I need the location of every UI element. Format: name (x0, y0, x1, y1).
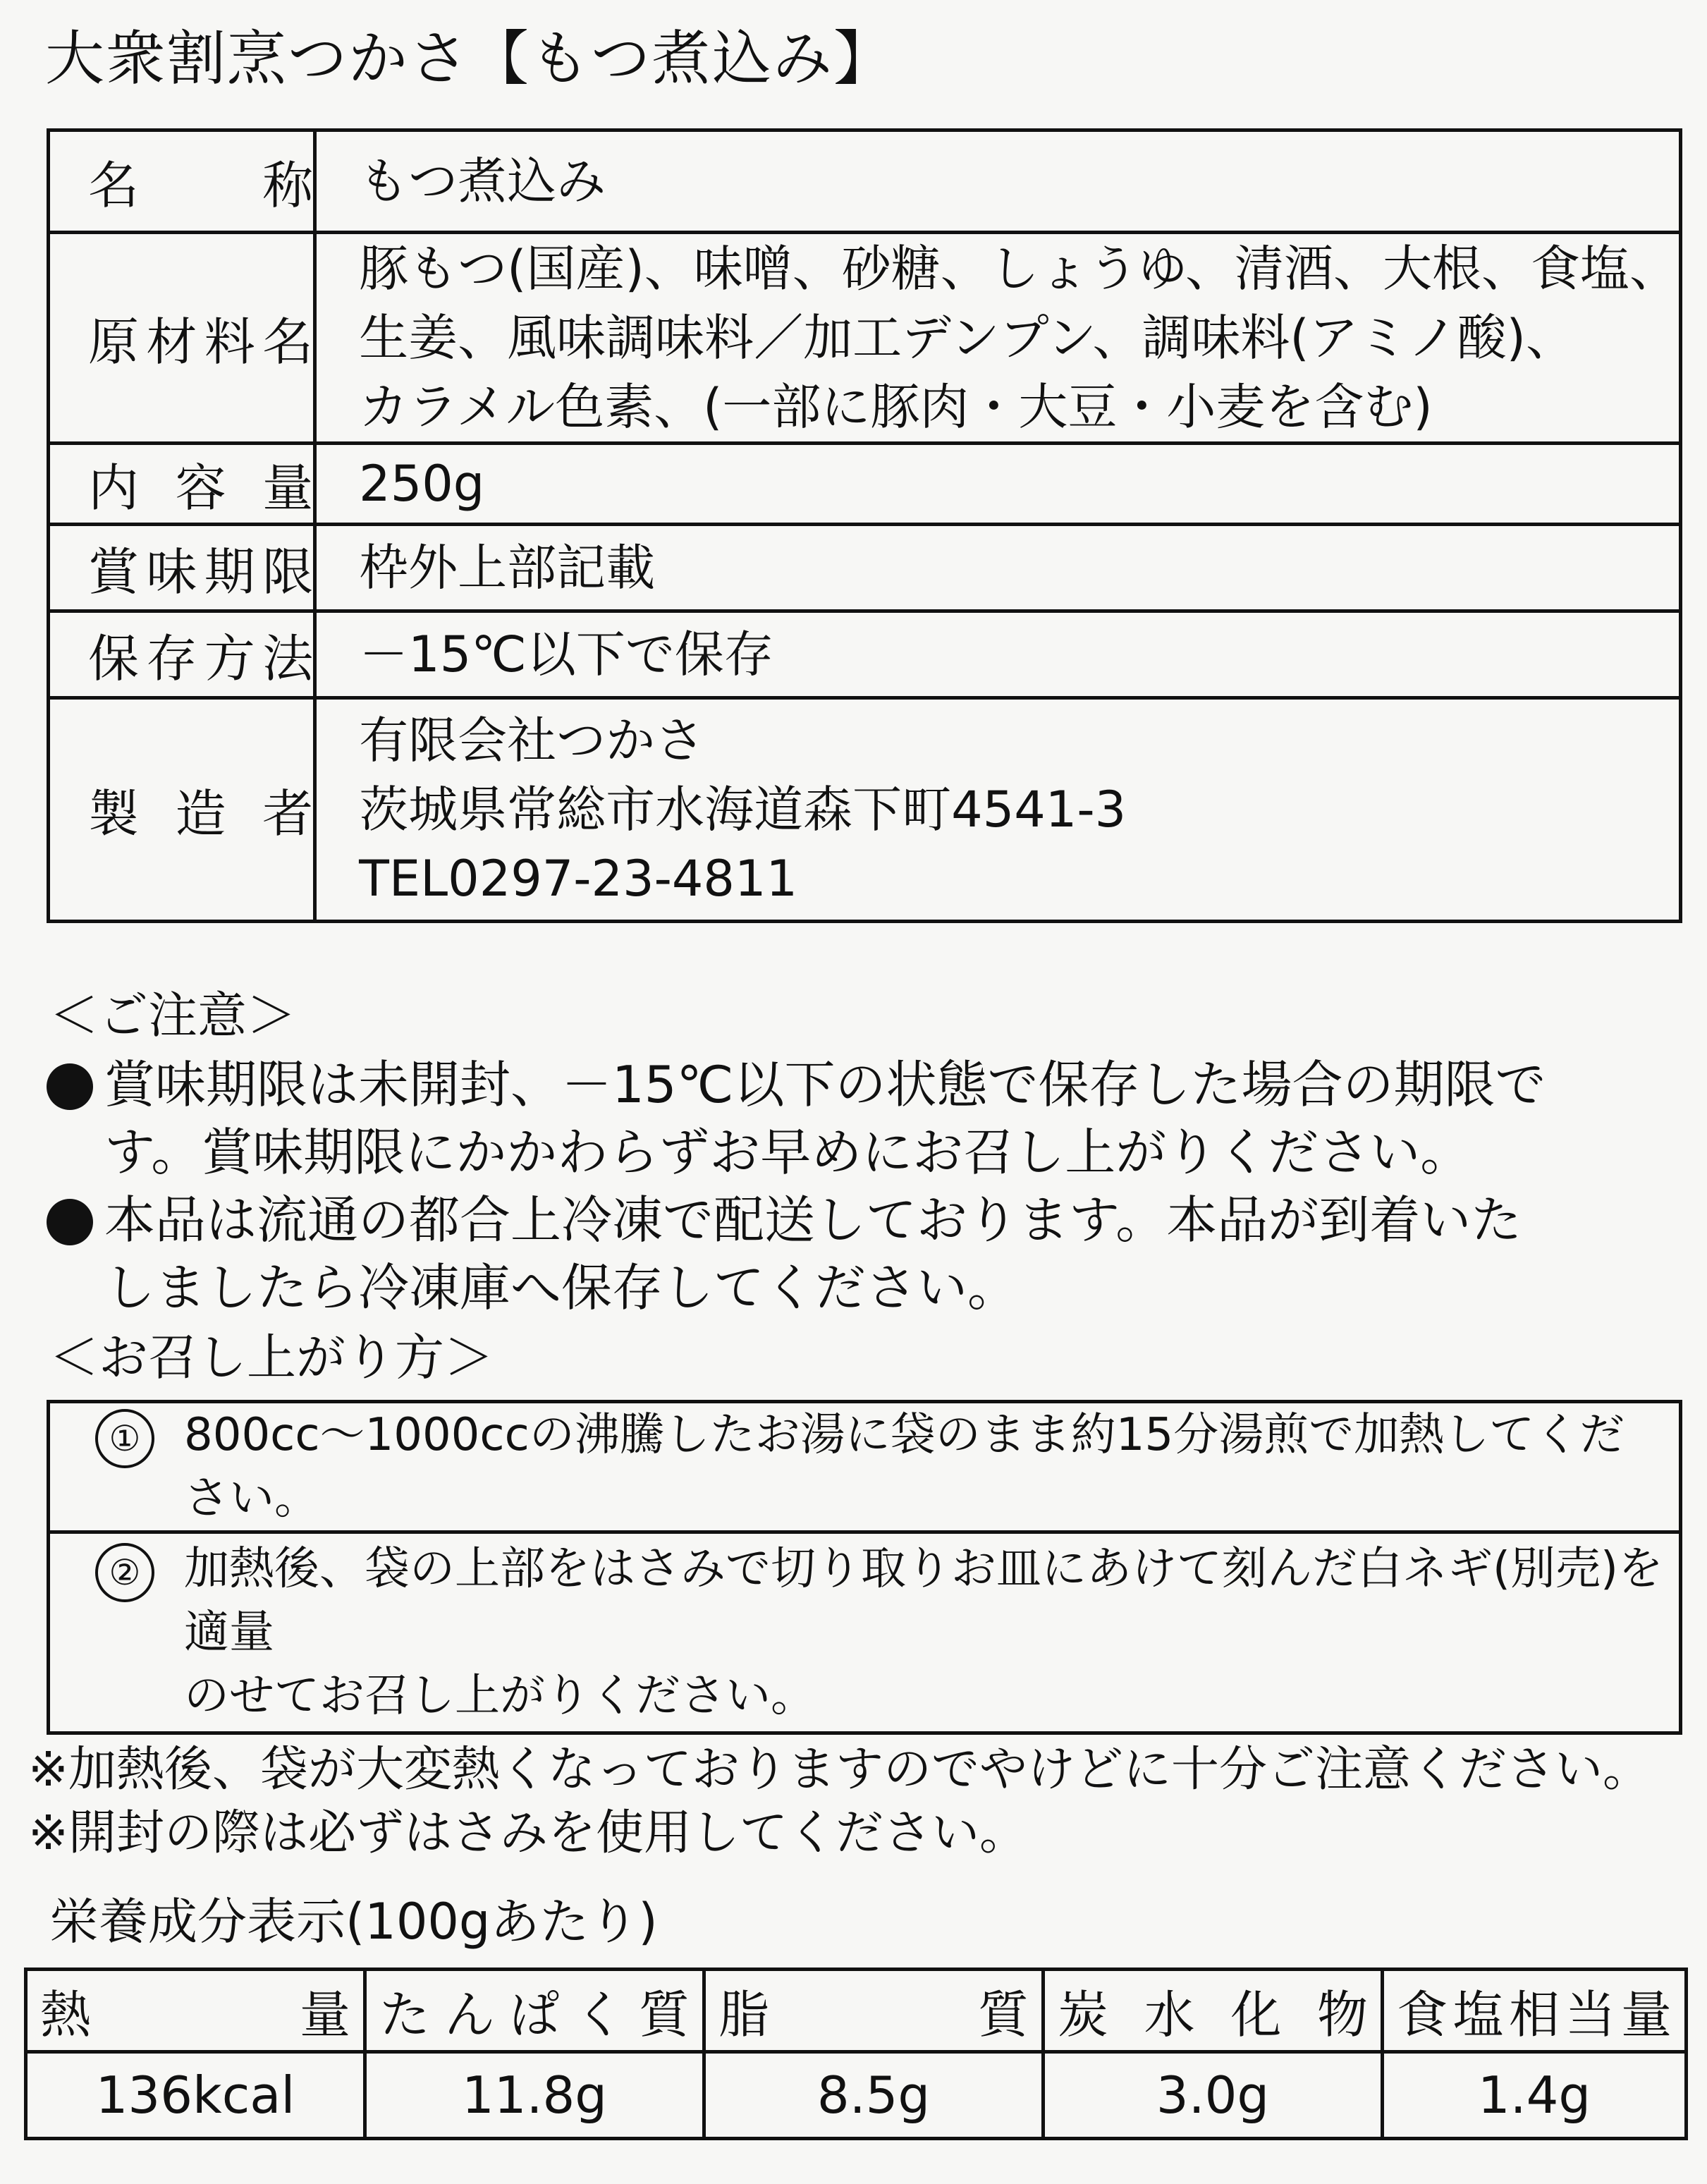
label-key: 名 称 (49, 130, 315, 233)
label-value: カラメル色素、(一部に豚肉・大豆・小麦を含む) (359, 378, 1433, 436)
step-number: ② (95, 1543, 154, 1602)
label-row-storage (49, 611, 1681, 698)
step-line: 800cc～1000ccの沸騰したお湯に袋のまま約15分湯煎で加熱してください。 (184, 1409, 1625, 1525)
label-value: もつ煮込み (359, 152, 606, 210)
nutrition-value: 8.5g (704, 2052, 1044, 2139)
label-row-name (49, 130, 1681, 233)
caution-notes (47, 1051, 1689, 1322)
nutrition-value: 136kcal (26, 2052, 365, 2139)
label-value: 豚もつ(国産)、味噌、砂糖、しょうゆ、清酒、大根、食塩、 (359, 240, 1679, 298)
label-value: TEL0297-23-4811 (359, 850, 798, 908)
label-value: 250g (359, 455, 485, 513)
nutrition-header: 熱 量 (26, 1970, 365, 2052)
warnings (28, 1738, 1651, 1865)
label-row-best-before (49, 525, 1681, 611)
caution-item (47, 1051, 1689, 1186)
howto-heading: ＜お召し上がり方＞ (49, 1329, 494, 1386)
label-value: 茨城県常総市水海道森下町4541-3 (359, 781, 1127, 838)
label-key: 原材料名 (49, 233, 315, 444)
nutrition-value-row (26, 2052, 1687, 2139)
label-value: 枠外上部記載 (359, 539, 656, 597)
nutrition-value: 11.8g (365, 2052, 704, 2139)
nutrition-header: 炭 水 化 物 (1044, 1970, 1383, 2052)
howto-steps-table (47, 1400, 1682, 1735)
caution-line: しましたら冷凍庫へ保存してください。 (104, 1258, 1019, 1317)
product-label-table (47, 128, 1682, 923)
label-value: －15℃以下で保存 (359, 626, 773, 683)
label-key: 保存方法 (49, 611, 315, 698)
label-value: 生姜、風味調味料／加工デンプン、調味料(アミノ酸)、 (359, 309, 1575, 367)
nutrition-header-row (26, 1970, 1687, 2052)
label-row-content (49, 444, 1681, 525)
step-line: のせてお召し上がりください。 (184, 1670, 816, 1722)
caution-item (47, 1186, 1689, 1322)
bullet-icon (47, 1063, 93, 1110)
howto-step (49, 1402, 1681, 1532)
page-title: 大衆割烹つかさ【もつ煮込み】 (45, 24, 895, 93)
nutrition-header: 脂 質 (704, 1970, 1044, 2052)
label-row-manufacturer (49, 698, 1681, 922)
nutrition-header: 食塩相当量 (1383, 1970, 1687, 2052)
nutrition-title: 栄養成分表示(100gあたり) (49, 1893, 658, 1951)
step-number: ① (95, 1409, 154, 1468)
warning-line: ※加熱後、袋が大変熱くなっておりますのでやけどに十分ご注意ください。 (28, 1742, 1651, 1798)
caution-heading: ＜ご注意＞ (49, 987, 296, 1044)
caution-line: 賞味期限は未開封、－15℃以下の状態で保存した場合の期限で (104, 1055, 1546, 1114)
warning-line: ※開封の際は必ずはさみを使用してください。 (28, 1805, 1027, 1861)
nutrition-header: たんぱく質 (365, 1970, 704, 2052)
nutrition-table (24, 1968, 1688, 2140)
bullet-icon (47, 1199, 93, 1245)
label-row-ingredients (49, 233, 1681, 444)
label-key: 内 容 量 (49, 444, 315, 525)
label-value: 有限会社つかさ (359, 712, 705, 769)
label-key: 賞味期限 (49, 525, 315, 611)
howto-step (49, 1532, 1681, 1733)
nutrition-value: 3.0g (1044, 2052, 1383, 2139)
step-line: 加熱後、袋の上部をはさみで切り取りお皿にあけて刻んだ白ネギ(別売)を適量 (184, 1543, 1663, 1659)
caution-line: 本品は流通の都合上冷凍で配送しております。本品が到着いた (104, 1190, 1522, 1250)
caution-line: す。賞味期限にかかわらずお早めにお召し上がりください。 (104, 1123, 1472, 1182)
nutrition-value: 1.4g (1383, 2052, 1687, 2139)
label-key: 製 造 者 (49, 698, 315, 922)
